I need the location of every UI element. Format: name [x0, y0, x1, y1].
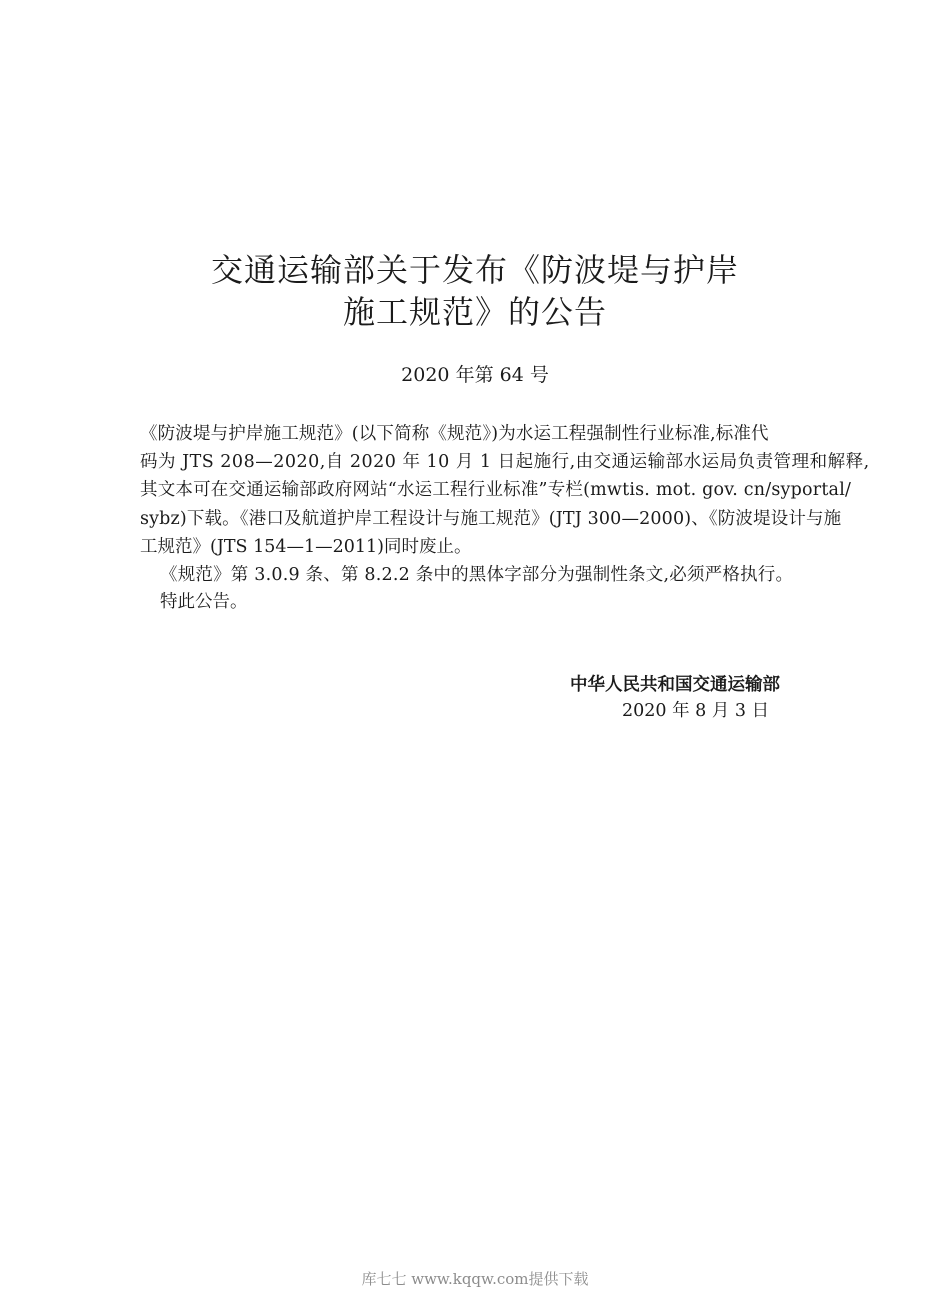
body-line-6: 《规范》第 3.0.9 条、第 8.2.2 条中的黑体字部分为强制性条文,必须严格执行。 — [160, 565, 794, 585]
document-number: 2020 年第 64 号 — [401, 364, 549, 386]
issuing-authority: 中华人民共和国交通运输部 — [570, 675, 780, 695]
body-line-5: 工规范》(JTS 154—1—2011)同时废止。 — [140, 537, 472, 557]
body-line-1: 《防波堤与护岸施工规范》(以下简称《规范》)为水运工程强制性行业标准,标准代 — [140, 424, 769, 444]
issue-date: 2020 年 8 月 3 日 — [622, 701, 770, 721]
download-watermark: 库七七 www.kqqw.com提供下载 — [361, 1270, 589, 1288]
body-line-2: 码为 JTS 208—2020,自 2020 年 10 月 1 日起施行,由交通运输部水运局负责管理和解释, — [140, 452, 870, 472]
body-line-3: 其文本可在交通运输部政府网站“水运工程行业标准”专栏(mwtis. mot. gov. cn/syportal/ — [140, 480, 852, 500]
body-line-7: 特此公告。 — [160, 592, 248, 612]
announcement-title-line-2: 施工规范》的公告 — [342, 293, 607, 331]
announcement-title-line-1: 交通运输部关于发布《防波堤与护岸 — [210, 251, 739, 289]
body-line-4: sybz)下载。《港口及航道护岸工程设计与施工规范》(JTJ 300—2000)、《防波堤设计与施 — [140, 509, 842, 529]
